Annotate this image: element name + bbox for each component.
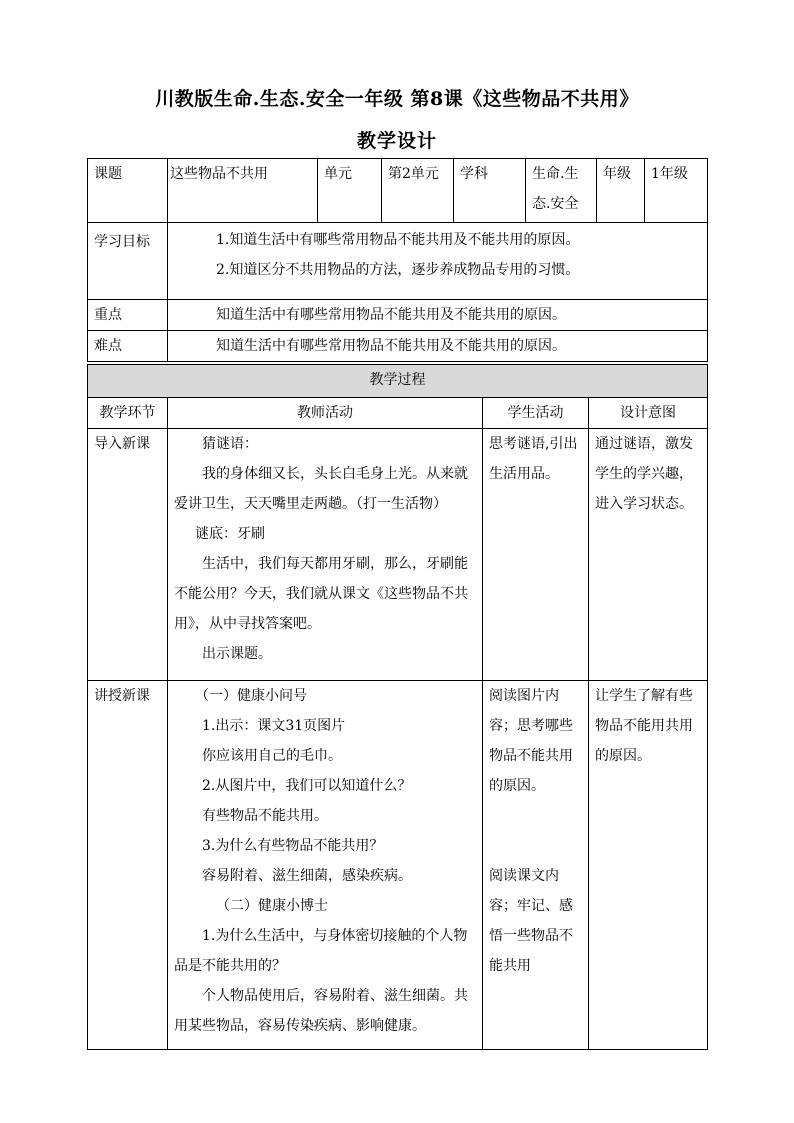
document-subtitle: 教学设计 bbox=[356, 130, 437, 152]
column-header: 教学环节 bbox=[88, 398, 168, 429]
subject-label: 学科 bbox=[454, 159, 526, 223]
student-line: 阅读课文内容；牢记、感悟一些物品不能共用 bbox=[489, 868, 573, 974]
design-intent-cell: 让学生了解有些物品不能用共用的原因。 bbox=[589, 681, 708, 1050]
lesson-info-table bbox=[87, 158, 708, 362]
unit-label: 单元 bbox=[318, 159, 382, 223]
teacher-line: 你应该用自己的毛巾。 bbox=[202, 748, 342, 764]
teacher-line: 3.为什么有些物品不能共用？ bbox=[202, 838, 384, 854]
teacher-line: 个人物品使用后，容易附着、滋生细菌。共用某些物品，容易传染疾病、影响健康。 bbox=[174, 988, 468, 1034]
student-activity-cell bbox=[483, 681, 589, 1050]
teacher-line: 出示课题。 bbox=[202, 646, 272, 662]
grade-value: 1年级 bbox=[645, 159, 708, 223]
teacher-line: 猜谜语： bbox=[202, 436, 258, 452]
teacher-line: （二）健康小博士 bbox=[216, 898, 328, 914]
teacher-line: 我的身体细又长，头长白毛身上光。从来就爱讲卫生，天天嘴里走两趟。（打一生活物） bbox=[174, 466, 468, 512]
teacher-line: 有些物品不能共用。 bbox=[202, 808, 328, 824]
stage-cell: 讲授新课 bbox=[88, 681, 168, 1050]
objective-item: 1.知道生活中有哪些常用物品不能共用及不能共用的原因。 bbox=[216, 232, 580, 248]
teacher-line: 1.为什么生活中，与身体密切接触的个人物品是不能共用的？ bbox=[174, 928, 468, 974]
teacher-line: 2.从图片中，我们可以知道什么？ bbox=[202, 778, 412, 794]
teacher-line: 谜底：牙刷 bbox=[195, 526, 265, 542]
teacher-line: 生活中，我们每天都用牙刷，那么，牙刷能不能公用？今天，我们就从课文《这些物品不共用》，从中寻找答案吧。 bbox=[174, 556, 468, 632]
key-point-label: 重点 bbox=[88, 300, 168, 331]
process-header: 教学过程 bbox=[88, 365, 708, 398]
difficulty-label: 难点 bbox=[88, 331, 168, 362]
grade-label: 年级 bbox=[597, 159, 645, 223]
teacher-line: 容易附着、滋生细菌，感染疾病。 bbox=[202, 868, 412, 884]
column-header: 设计意图 bbox=[589, 398, 708, 429]
student-activity-cell: 思考谜语,引出生活用品。 bbox=[483, 429, 589, 681]
teacher-line: 1.出示：课文31页图片 bbox=[202, 718, 346, 734]
document-title: 川教版生命.生态.安全一年级 第8课《这些物品不共用》 bbox=[155, 88, 639, 110]
teacher-activity-cell bbox=[168, 681, 483, 1050]
objectives-label: 学习目标 bbox=[88, 223, 168, 300]
topic-value: 这些物品不共用 bbox=[168, 159, 318, 223]
difficulty-value: 知道生活中有哪些常用物品不能共用及不能共用的原因。 bbox=[168, 331, 708, 362]
stage-cell: 导入新课 bbox=[88, 429, 168, 681]
teaching-process-table bbox=[87, 364, 708, 1050]
key-point-value: 知道生活中有哪些常用物品不能共用及不能共用的原因。 bbox=[168, 300, 708, 331]
teacher-line: （一）健康小问号 bbox=[195, 688, 307, 704]
column-header: 教师活动 bbox=[168, 398, 483, 429]
objective-item: 2.知道区分不共用物品的方法，逐步养成物品专用的习惯。 bbox=[216, 262, 580, 278]
student-line: 阅读图片内容；思考哪些物品不能共用的原因。 bbox=[489, 688, 573, 794]
subject-value: 生命.生态.安全 bbox=[526, 159, 597, 223]
objectives-content bbox=[168, 223, 708, 300]
design-intent-cell: 通过谜语，激发学生的学兴趣，进入学习状态。 bbox=[589, 429, 708, 681]
unit-value: 第2单元 bbox=[382, 159, 454, 223]
teacher-activity-cell bbox=[168, 429, 483, 681]
column-header: 学生活动 bbox=[483, 398, 589, 429]
topic-label: 课题 bbox=[88, 159, 168, 223]
